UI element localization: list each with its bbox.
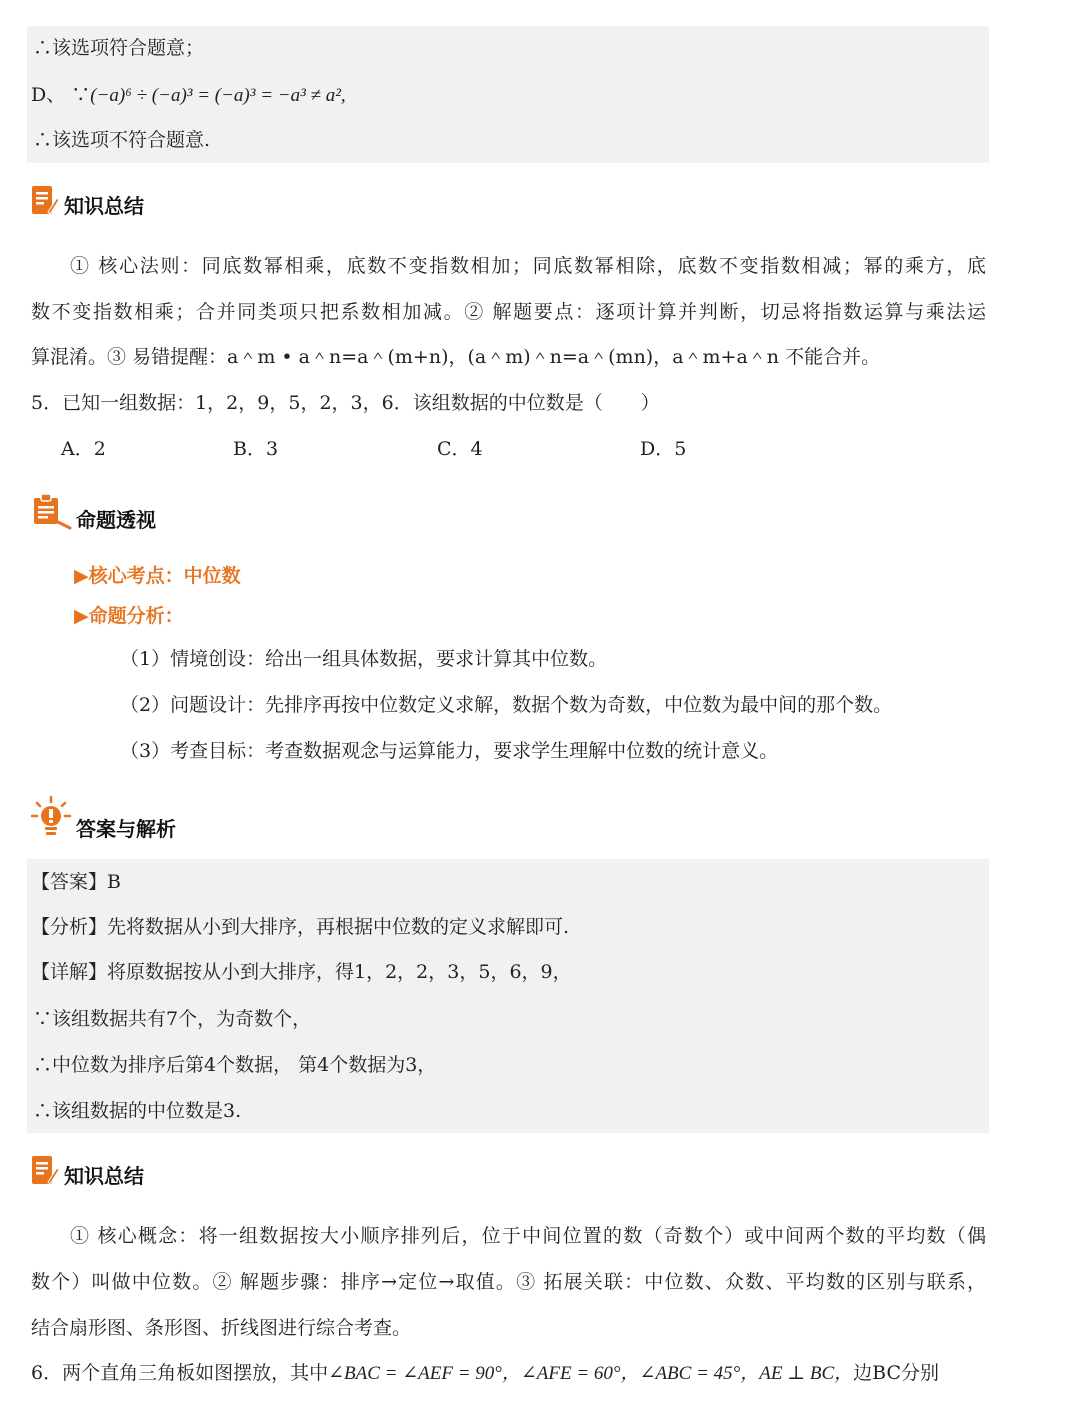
section-title: 答案与解析	[76, 817, 176, 841]
section-title: 知识总结	[64, 1164, 144, 1188]
analysis-label: ▶命题分析：	[74, 605, 184, 627]
question-text: 6．两个直角三角板如图摆放，其中	[31, 1362, 329, 1384]
text-line: ∴该选项符合题意；	[33, 37, 205, 59]
analysis-line: 【分析】先将数据从小到大排序，再根据中位数的定义求解即可.	[31, 916, 570, 938]
detail-line: ∵该组数据共有7个，为奇数个，	[33, 1008, 312, 1030]
clipboard-icon	[30, 492, 72, 532]
paragraph-line: 数不变指数相乘；合并同类项只把系数相加减。② 解题要点：逐项计算并判断，切忌将指数运算与乘法运	[31, 301, 986, 323]
math-expression: (−a)⁶ ÷ (−a)³ = (−a)³ = −a³ ≠ a²,	[90, 85, 346, 106]
option-c: C．4	[437, 438, 483, 460]
note-icon	[30, 184, 60, 218]
paragraph-line: 算混淆。③ 易错提醒：a＾m • a＾n=a＾(m+n)，(a＾m)＾n=a＾(mn)，a＾m+a＾n 不能合并。	[31, 346, 881, 368]
question-text: 边BC分别	[853, 1362, 939, 1384]
section-header-analysis	[30, 492, 156, 532]
option-a: A．2	[61, 438, 106, 460]
analysis-item: （3）考查目标：考查数据观念与运算能力，要求学生理解中位数的统计意义。	[120, 740, 779, 762]
section-header-answer	[30, 795, 176, 841]
note-icon	[30, 1154, 60, 1188]
text-line: ∴该选项不符合题意.	[33, 129, 211, 151]
paragraph-line: 数个）叫做中位数。② 解题步骤：排序→定位→取值。③ 拓展关联：中位数、众数、平均数的区别与联系，	[31, 1271, 986, 1293]
text-line	[31, 83, 346, 108]
analysis-item: （1）情境创设：给出一组具体数据，要求计算其中位数。	[120, 648, 608, 670]
section-title: 知识总结	[64, 194, 144, 218]
core-point-label: ▶核心考点：中位数	[74, 565, 241, 587]
paragraph-line: ① 核心法则：同底数幂相乘，底数不变指数相加；同底数幂相除，底数不变指数相减；幂的乘方，底	[70, 255, 986, 277]
question-stem: 5．已知一组数据：1，2，9，5，2，3，6．该组数据的中位数是（ ）	[31, 392, 660, 414]
option-d: D．5	[640, 438, 687, 460]
option-label: D、 ∵	[31, 84, 91, 106]
detail-line: ∴该组数据的中位数是3.	[33, 1100, 242, 1122]
detail-line: 【详解】将原数据按从小到大排序，得1，2，2，3，5，6，9，	[31, 961, 572, 983]
answer-panel	[27, 859, 989, 1133]
paragraph-line: ① 核心概念：将一组数据按大小顺序排列后，位于中间位置的数（奇数个）或中间两个数的平均数（偶	[70, 1225, 986, 1247]
section-header-summary	[30, 184, 144, 218]
question-stem	[31, 1361, 939, 1386]
math-expression: ∠BAC = ∠AEF = 90°，∠AFE = 60°，∠ABC = 45°，AE ⊥ BC，	[328, 1363, 854, 1384]
option-b: B．3	[233, 438, 279, 460]
paragraph-line: 结合扇形图、条形图、折线图进行综合考查。	[31, 1317, 412, 1339]
lightbulb-icon	[30, 795, 72, 841]
section-header-summary	[30, 1154, 144, 1188]
answer-line: 【答案】B	[31, 871, 121, 893]
analysis-item: （2）问题设计：先排序再按中位数定义求解，数据个数为奇数，中位数为最中间的那个数。	[120, 694, 893, 716]
detail-line: ∴中位数为排序后第4个数据， 第4个数据为3，	[33, 1054, 437, 1076]
section-title: 命题透视	[76, 508, 156, 532]
